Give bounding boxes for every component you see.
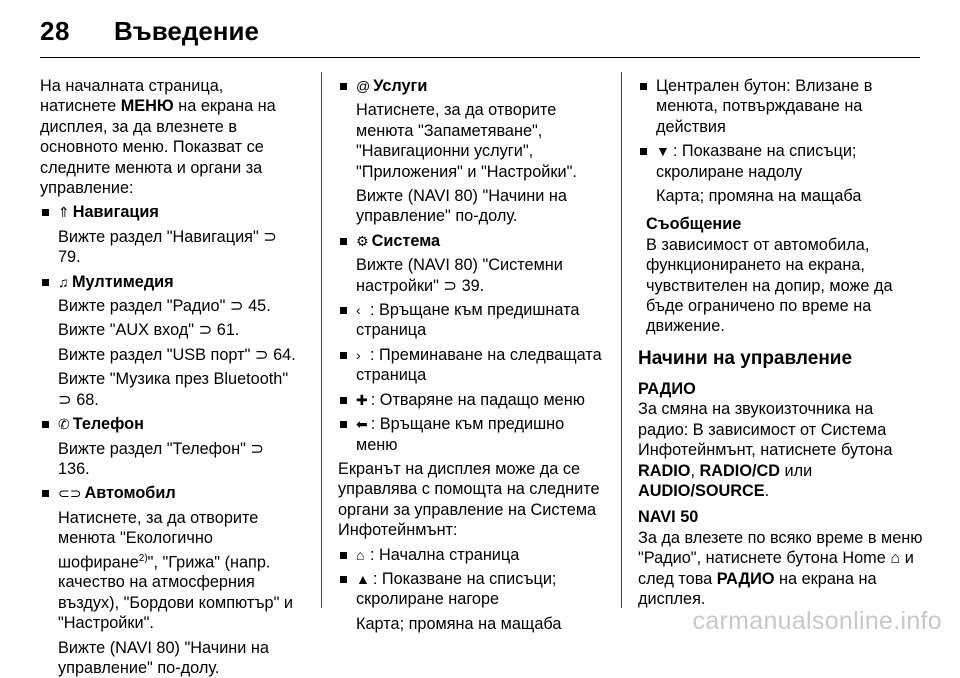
home-icon: ⌂ [890,549,901,568]
chevron-left-icon: ‹ [356,302,361,319]
column-3 [638,76,923,609]
screen-controls-paragraph: Екранът на дисплея може да се управлява с помощта на следните органи за управление на Система Инфотейнмънт: [338,459,600,540]
radio-heading: РАДИО [638,379,696,398]
list-item-text: Карта; промяна на мащаба [356,614,562,633]
page-title: Въведение [114,16,259,46]
plus-icon: ✚ [356,391,368,408]
page-ref-icon: ⊃ [263,227,277,246]
list-item-text: Вижте "AUX вход" ⊃ 61. [58,321,240,340]
arrow-left-icon: ⬅ [356,416,368,433]
list-item-text: Вижте раздел "Навигация" ⊃ 79. [58,227,277,267]
music-note-icon: ♫ [58,273,69,290]
list-item-scroll-up: ▲ : Показване на списъци; скролиране нагоре [338,569,608,610]
list-item-center-button: Централен бутон: Влизане в менюта, потвърждаване на действия [638,76,923,137]
list-item-back: ‹ : Връщане към предишната страница [338,300,608,341]
page-ref-icon: ⊃ [198,321,213,340]
page-ref-icon: ⊃ [229,297,244,316]
gear-icon: ⚙ [356,232,369,249]
notice-text: В зависимост от автомобила, функционирането на екрана, чувствителен на допир, може да бъде ограничено по време на движение. [646,235,893,336]
phone-icon: ✆ [58,416,70,433]
list-item-dropdown: ✚ : Отваряне на падащо меню [338,390,608,410]
radio-paragraph: За смяна на звукоизточника на радио: В зависимост от Система Инфотейнмънт, натиснете бутона RADIO, RADIO/CD или AUDIO/SOURCE. [638,400,893,500]
page-ref-icon: ⊃ [254,345,269,364]
header-divider [40,57,920,58]
page-ref-icon: ⊃ [443,276,458,295]
column-2 [338,76,608,634]
chevron-right-icon: › [356,346,361,363]
column-1 [40,76,300,678]
page-number: 28 [40,16,70,46]
list-item-phone: ✆ Телефон [40,414,300,434]
page-ref-icon: ⊃ [58,390,72,409]
list-item-home: ⌂ : Начална страница [338,545,608,565]
list-item-return: ⬅ : Връщане към предишно меню [338,414,608,455]
page-ref-icon: ⊃ [250,439,265,458]
list-item-navigation: ⇑ Навигация [40,202,300,222]
car-icon: ⊂⊃ [58,485,82,502]
column-divider [321,72,322,608]
home-icon: ⌂ [356,546,365,563]
notice-title: Съобщение [646,215,742,234]
list-item-text: Вижте раздел "Телефон" ⊃ 136. [58,439,265,478]
triangle-up-icon: ▲ [356,570,370,587]
navi50-heading: NAVI 50 [638,508,699,527]
list-item-multimedia: ♫ Мултимедия [40,272,300,292]
navigation-icon: ⇑ [58,204,70,221]
list-item-text: Карта; промяна на мащаба [656,187,862,206]
list-item-system: ⚙ Система [338,231,608,251]
triangle-down-icon: ▼ [656,143,670,160]
list-item-next: › : Преминаване на следващата страница [338,345,608,386]
list-item-scroll-down: ▼ : Показване на списъци; скролиране надолу [638,141,923,182]
intro-paragraph: На началната страница, натиснете МЕНЮ на екрана на дисплея, за да влезнете в основното меню. Показват се следните менюта и органи за управление: [40,77,276,198]
list-item-text: Натиснете, за да отворите менюта "Екологично шофиране$^{2)}$", "Грижа" (напр. качество на атмосферния въздух), "Бордови компютър" и "Настройки". [58,508,293,633]
list-item-text: Натиснете, за да отворите менюта "Запаметяване", "Навигационни услуги", "Приложения" и "Настройки". [356,101,577,181]
footnote-marker: 2) [138,552,148,564]
list-item-vehicle: ⊂⊃ Автомобил [40,483,300,503]
list-item-text: Вижте (NAVI 80) "Системни настройки" ⊃ 39. [356,256,563,295]
section-heading: Начини на управление [638,347,853,369]
navi50-paragraph: За да влезете по всяко време в меню "Радио", натиснете бутона Home ⌂ и след това РАДИО на екрана на дисплея. [638,528,923,608]
list-item-text: Вижте "Музика през Bluetooth" ⊃ 68. [58,370,289,409]
list-item-text: Вижте (NAVI 80) "Начини на управление" по-долу. [356,187,567,226]
at-sign-icon: @ [356,78,371,94]
list-item-services: @ Услуги [338,76,608,96]
list-item-text: Вижте (NAVI 80) "Начини на управление" по-долу. [58,638,269,677]
column-divider [621,72,622,608]
watermark-text: carmanualsonline.info [692,607,942,635]
list-item-text: Вижте раздел "USB порт" ⊃ 64. [58,345,296,364]
list-item-text: Вижте раздел "Радио" ⊃ 45. [58,297,271,316]
